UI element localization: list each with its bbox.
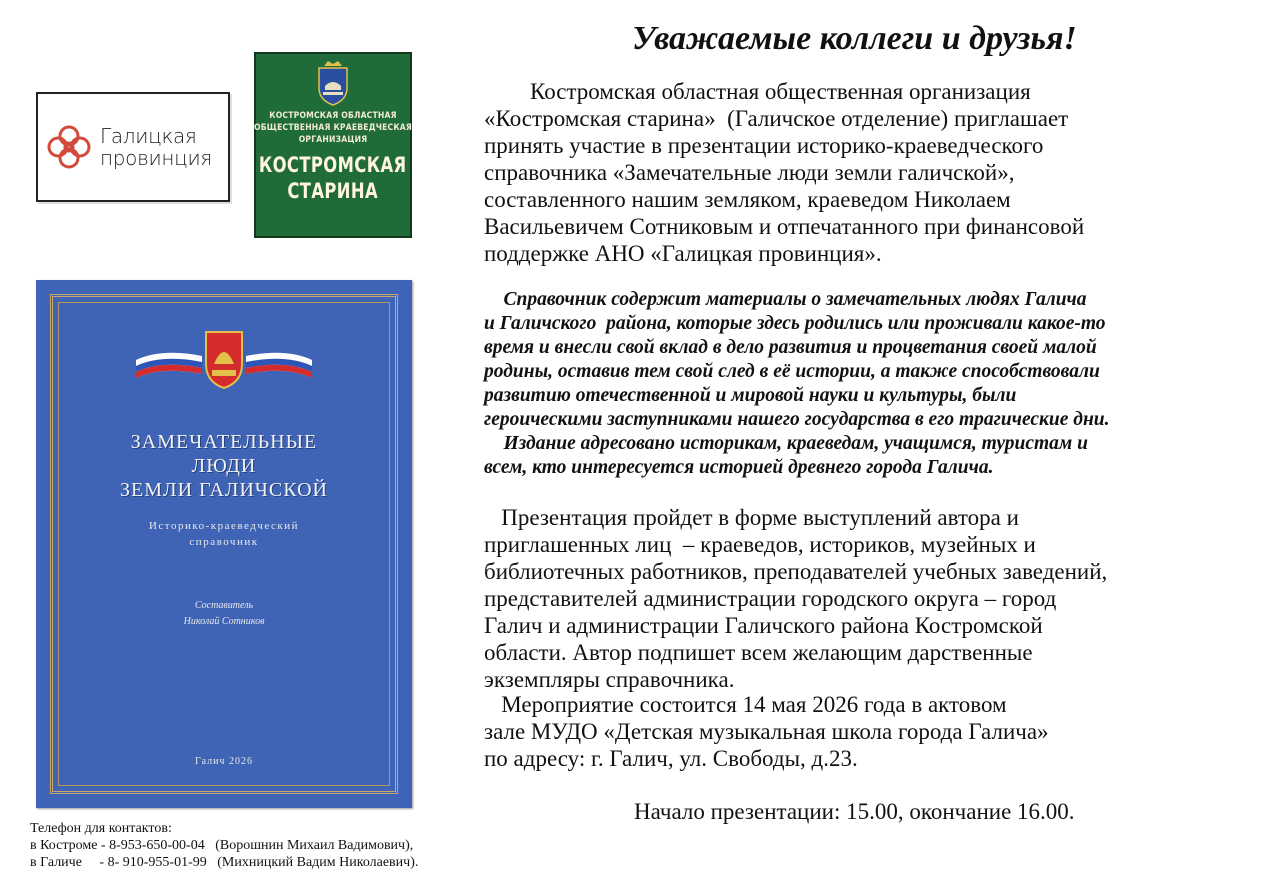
paragraph-event-location: Мероприятие состоится 14 мая 2026 года в актовом зале МУДО «Детская музыкальная школа города Галича» по адресу: г. Галич, ул. Свободы, д.23. <box>484 692 1049 771</box>
kostroma-logo-title: КОСТРОМСКАЯ СТАРИНА <box>259 153 407 203</box>
kostromskaya-starina-logo <box>254 52 412 238</box>
flower-icon <box>44 122 94 172</box>
book-compiler: Составитель Николай Сотников <box>183 600 265 627</box>
flags-emblem-icon <box>132 330 316 390</box>
paragraph-invitation: Костромская областная общественная организация «Костромская старина» (Галичское отделение) приглашает принять участие в презентации историко-краеведческого справочника «Замечательные люди земли галичской», составленного нашим земляком, краеведом Николаем Васильевичем Сотниковым и отпечатанного при финансовой поддержке АНО «Галицкая провинция». <box>484 79 1085 266</box>
book-title: ЗАМЕЧАТЕЛЬНЫЕ ЛЮДИ ЗЕМЛИ ГАЛИЧСКОЙ <box>120 431 328 501</box>
paragraph-description: Справочник содержит материалы о замечательных людях Галича и Галичского района, которые здесь родились или проживали какое-то время и внесли свой вклад в дело развития и процветания своей малой родины, оставив тем свой след в её истории, а также способствовали развитию отечественной и мировой науки и культуры, были героическими заступниками нашего государства в его трагические дни. Издание адресовано историкам, краеведам, учащимся, туристам и всем, кто интересуется историей древнего города Галича. <box>484 289 1110 478</box>
kostroma-logo-small-text: КОСТРОМСКАЯ ОБЛАСТНАЯ ОБЩЕСТВЕННАЯ КРАЕВЕДЧЕСКАЯ ОРГАНИЗАЦИЯ <box>254 111 412 145</box>
galich-provinciya-logo <box>36 92 230 202</box>
crest-icon <box>315 60 351 106</box>
galich-logo-text: Галицкая провинция <box>100 124 212 170</box>
book-subtitle: Историко-краеведческий справочник <box>148 520 300 548</box>
page-heading: Уважаемые коллеги и друзья! <box>632 20 1077 57</box>
book-cover <box>36 280 412 808</box>
paragraph-presentation-format: Презентация пройдет в форме выступлений автора и приглашенных лиц – краеведов, историков, музейных и библиотечных работников, преподавателей учебных заведений, представителей администрации городского округа – город Галич и администрации Галичского района Костромской области. Автор подпишет всем желающим дарственные экземпляры справочника. <box>484 505 1108 692</box>
paragraph-event-time: Начало презентации: 15.00, окончание 16.00. <box>634 799 1075 824</box>
contacts: Телефон для контактов: в Костроме - 8-953-650-00-04 (Ворошнин Михаил Вадимович), в Галиче - 8- 910-955-01-99 (Михницкий Вадим Николаевич). <box>30 821 419 870</box>
book-city-year: Галич 2026 <box>195 756 253 767</box>
